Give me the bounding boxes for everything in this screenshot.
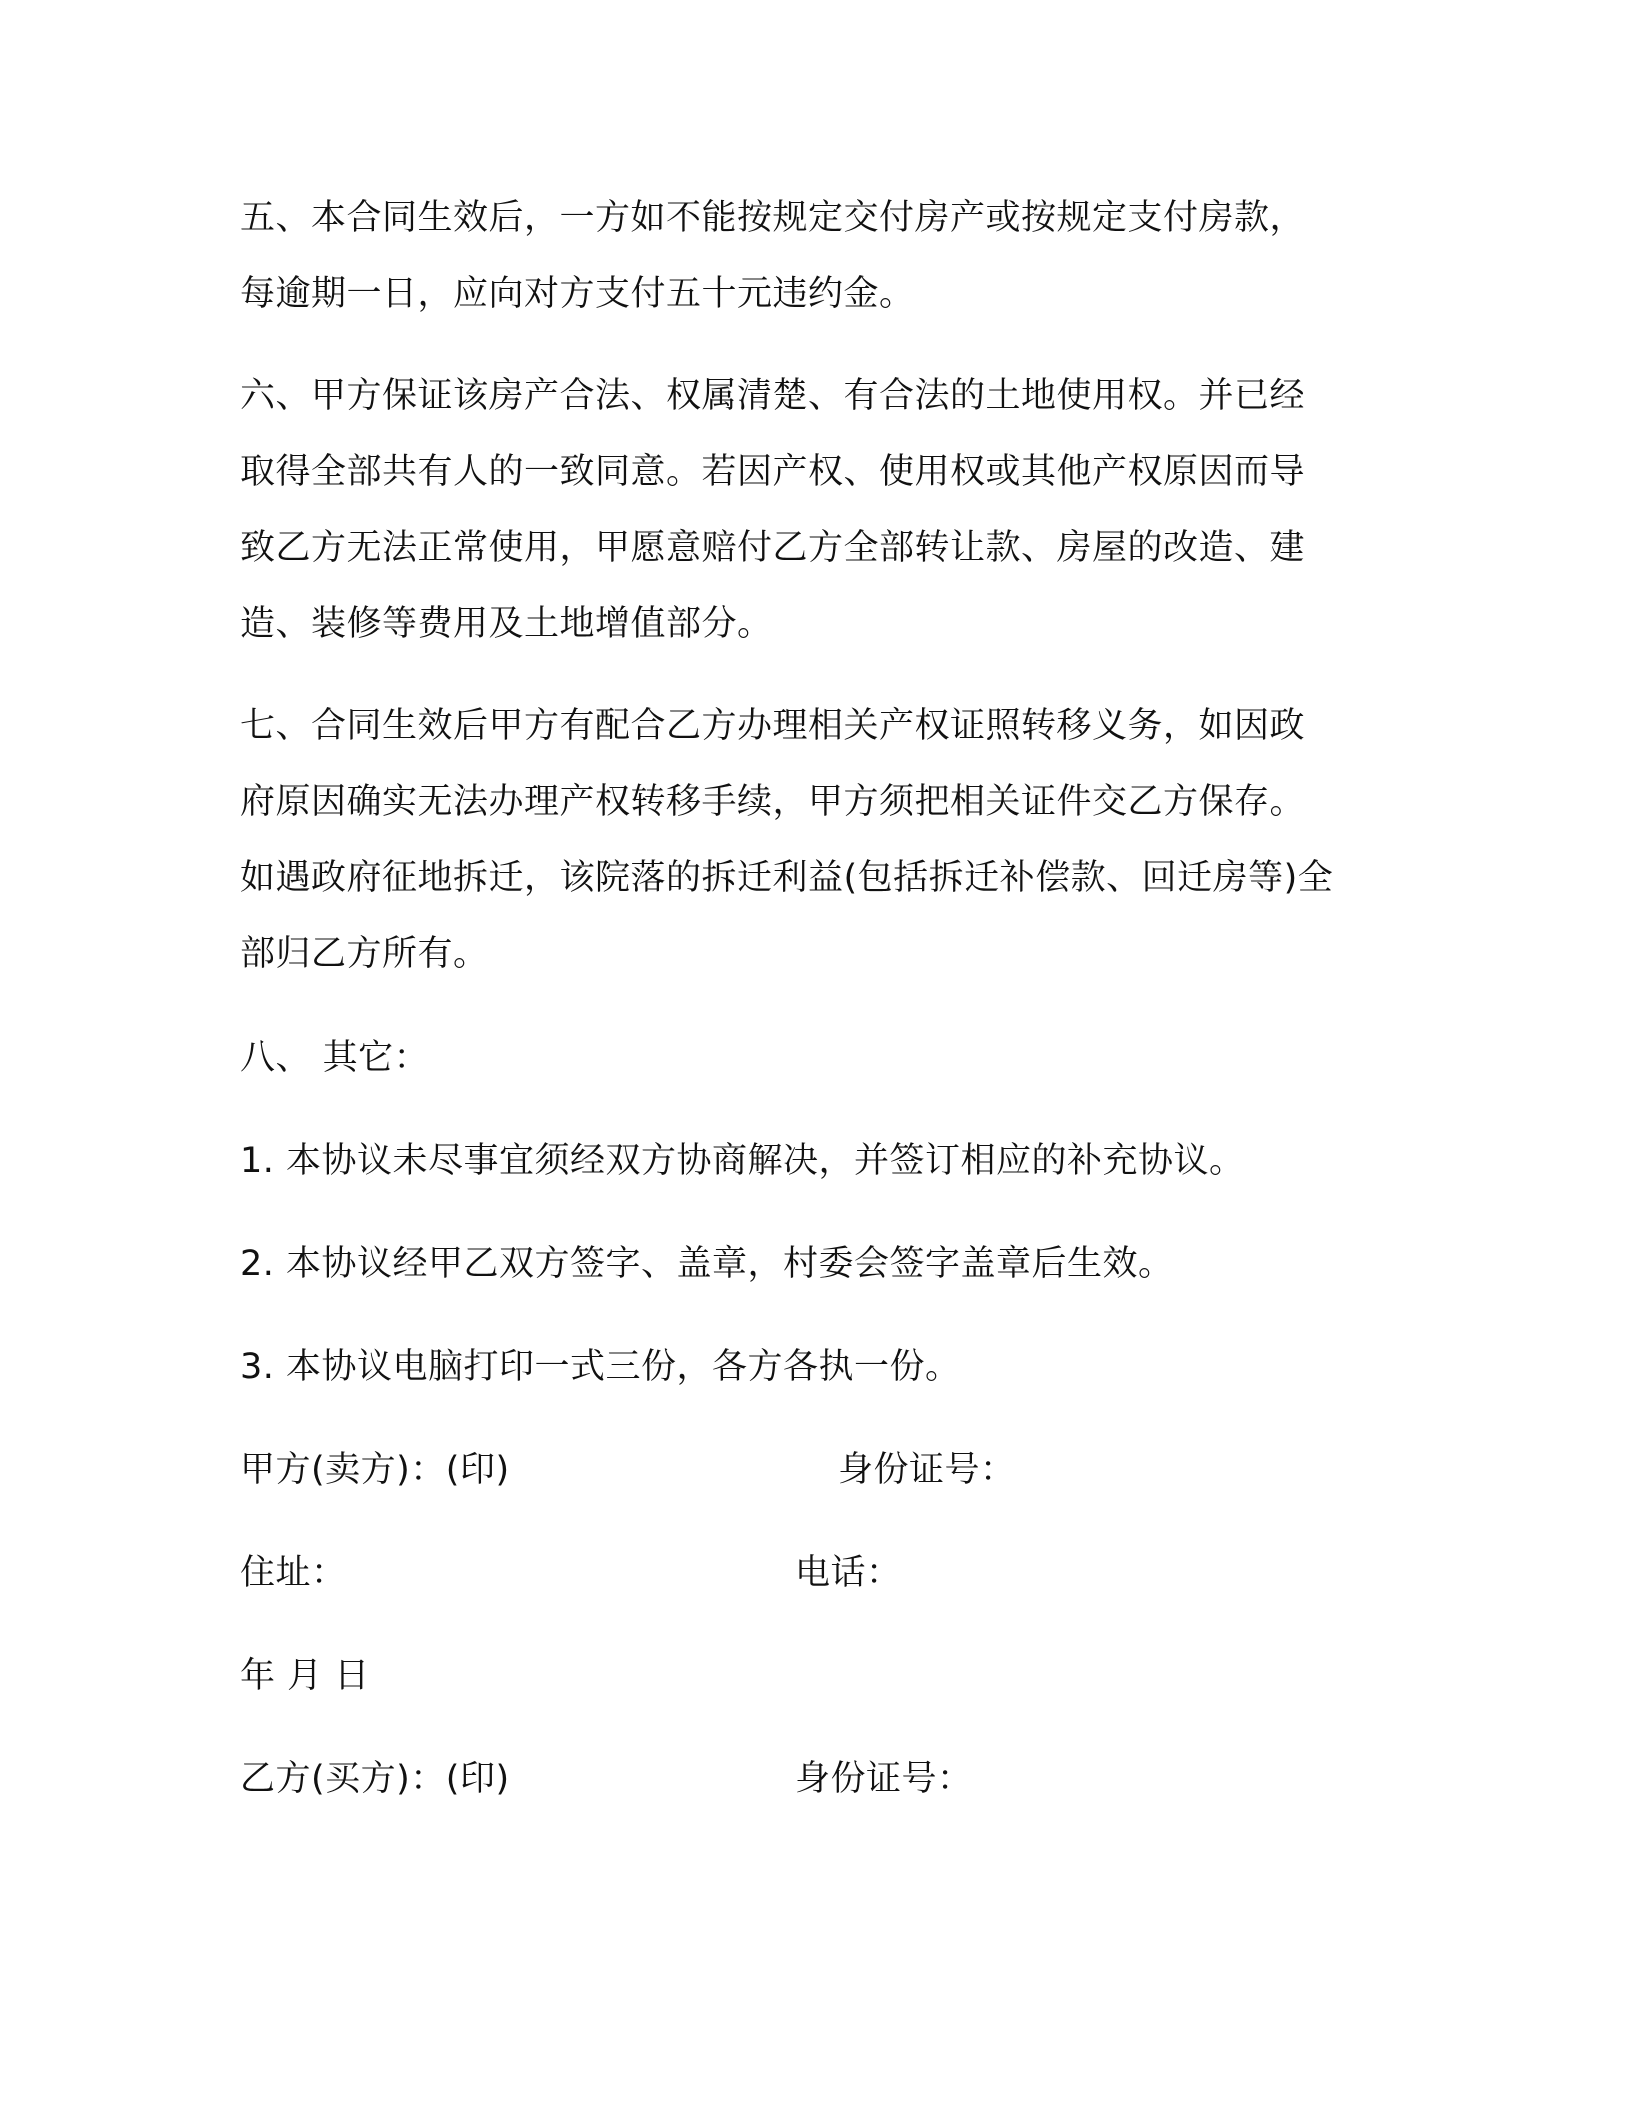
- clause-eight-item-3: 3. 本协议电脑打印一式三份，各方各执一份。: [240, 1347, 961, 1387]
- party-a-label: 甲方(卖方)：(印): [240, 1450, 510, 1490]
- phone-label: 电话：: [795, 1553, 902, 1593]
- clause-seven-line-1: 七、合同生效后甲方有配合乙方办理相关产权证照转移义务，如因政: [240, 706, 1306, 746]
- party-b-label: 乙方(买方)：(印): [240, 1759, 510, 1799]
- clause-six-line-1: 六、甲方保证该房产合法、权属清楚、有合法的土地使用权。并已经: [240, 376, 1306, 416]
- clause-seven-line-3: 如遇政府征地拆迁，该院落的拆迁利益(包括拆迁补偿款、回迁房等)全: [240, 858, 1334, 898]
- clause-eight-item-2: 2. 本协议经甲乙双方签字、盖章，村委会签字盖章后生效。: [240, 1244, 1174, 1284]
- clause-eight-title: 八、 其它：: [240, 1038, 430, 1078]
- clause-six-line-3: 致乙方无法正常使用，甲愿意赔付乙方全部转让款、房屋的改造、建: [240, 528, 1306, 568]
- address-label: 住址：: [240, 1553, 347, 1593]
- date-label: 年 月 日: [240, 1656, 370, 1696]
- clause-five-line-1: 五、本合同生效后，一方如不能按规定交付房产或按规定支付房款，: [240, 198, 1306, 238]
- party-b-id-label: 身份证号：: [795, 1759, 973, 1799]
- clause-six-line-2: 取得全部共有人的一致同意。若因产权、使用权或其他产权原因而导: [240, 452, 1306, 492]
- clause-five-line-2: 每逾期一日，应向对方支付五十元违约金。: [240, 274, 915, 314]
- clause-seven-line-4: 部归乙方所有。: [240, 934, 489, 974]
- clause-seven-line-2: 府原因确实无法办理产权转移手续，甲方须把相关证件交乙方保存。: [240, 782, 1306, 822]
- clause-eight-item-1: 1. 本协议未尽事宜须经双方协商解决，并签订相应的补充协议。: [240, 1141, 1245, 1181]
- clause-six-line-4: 造、装修等费用及土地增值部分。: [240, 604, 773, 644]
- party-a-id-label: 身份证号：: [838, 1450, 1016, 1490]
